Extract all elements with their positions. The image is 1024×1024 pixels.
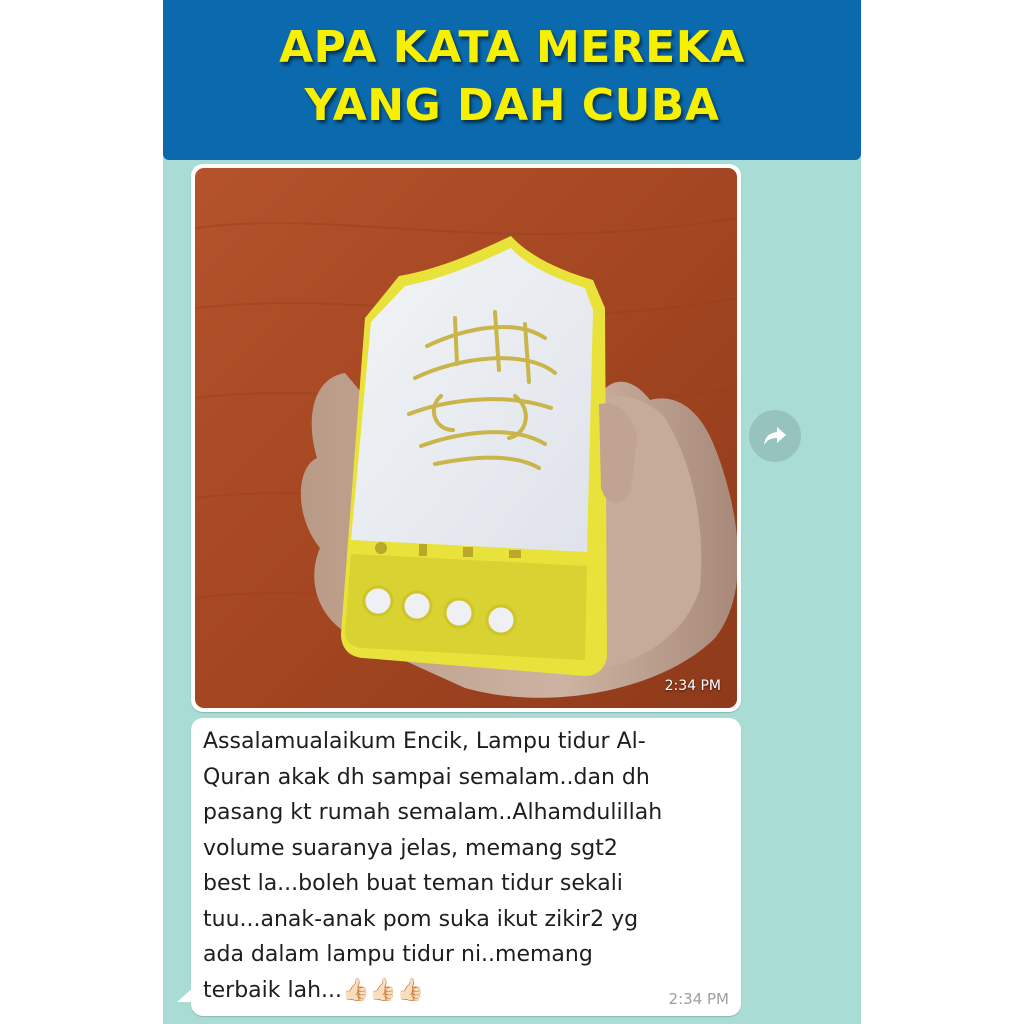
quran-lamp-photo xyxy=(195,168,737,708)
message-text: Assalamualaikum Encik, Lampu tidur Al- Quran akak dh sampai semalam..dan dh pasang kt rumah semalam..Alhamdulillah volume suaranya jelas, memang sgt2 best la...boleh buat teman tidur sekali tuu...anak-anak pom suka ikut zikir2 yg ada dalam lampu tidur ni..memang terbaik lah...👍🏻👍🏻👍🏻 xyxy=(203,729,663,1003)
banner-title-line-2: YANG DAH CUBA xyxy=(304,80,720,131)
product-photo[interactable] xyxy=(195,168,737,708)
message-timestamp: 2:34 PM xyxy=(668,990,729,1008)
header-banner xyxy=(163,0,861,160)
image-timestamp: 2:34 PM xyxy=(664,678,721,694)
banner-title-line-1: APA KATA MEREKA xyxy=(279,22,745,73)
text-message-bubble[interactable] xyxy=(191,718,741,1016)
image-message-bubble[interactable] xyxy=(191,164,741,712)
forward-button[interactable] xyxy=(749,410,801,462)
chat-screen xyxy=(163,0,861,1024)
forward-arrow-icon xyxy=(762,425,788,447)
